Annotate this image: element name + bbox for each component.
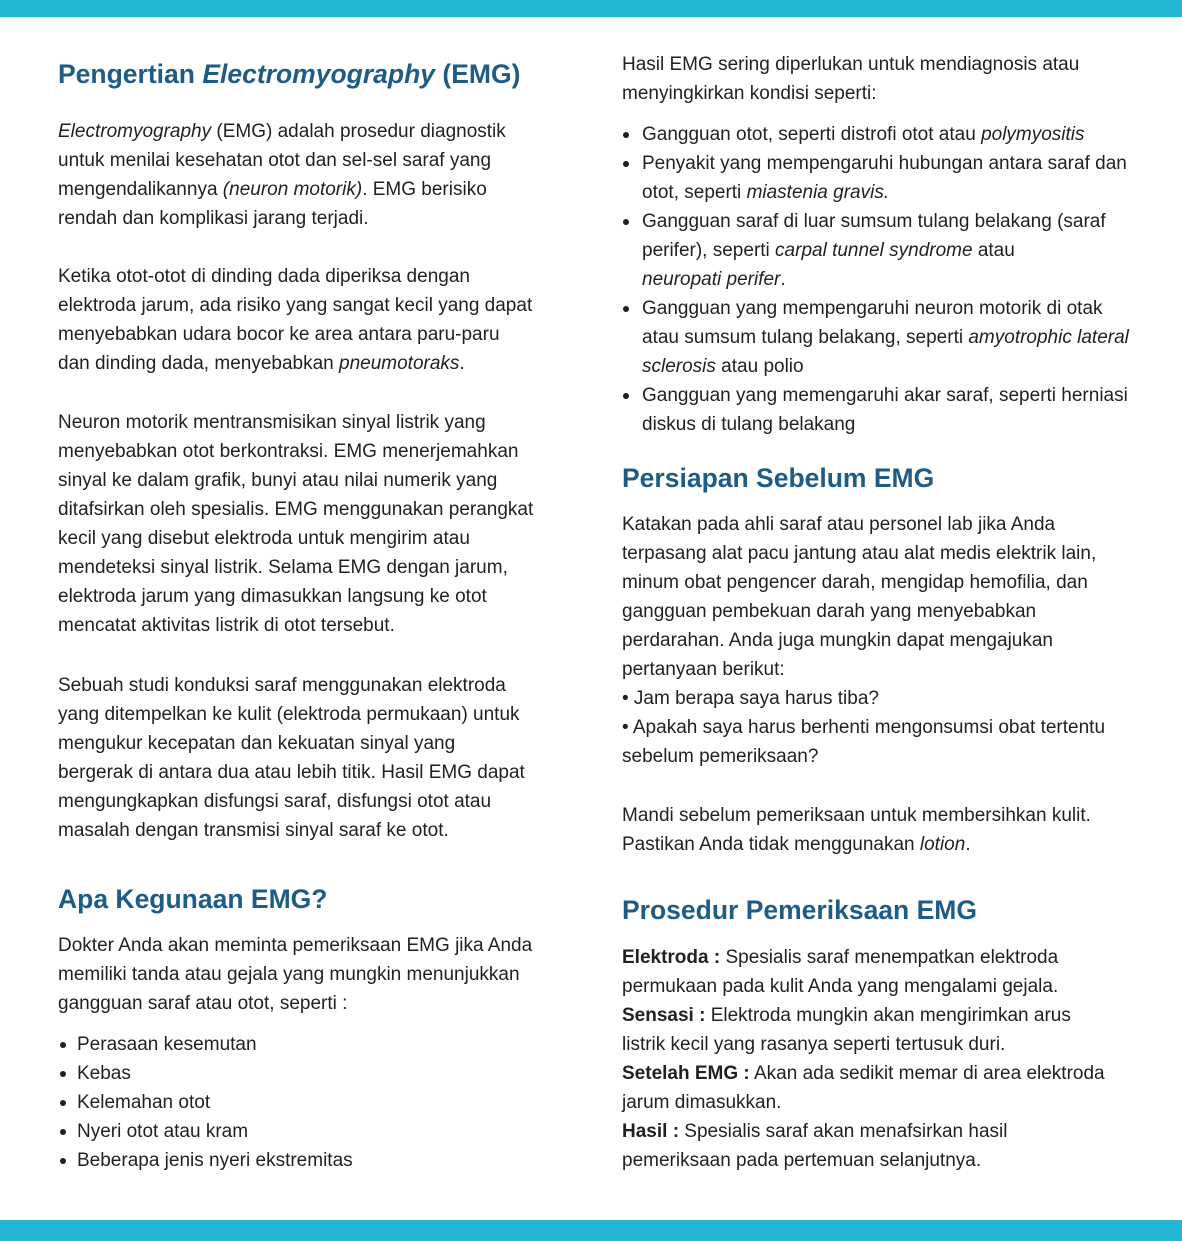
list-item: Nyeri otot atau kram — [58, 1117, 558, 1146]
procedure-step-electrode: Elektroda : Spesialis saraf menempatkan elektroda — [622, 947, 1059, 968]
preparation-question: • Jam berapa saya harus tiba? — [622, 688, 879, 709]
definition-heading — [58, 58, 558, 90]
definition-p3-line: sinyal ke dalam grafik, bunyi atau nilai numerik yang — [58, 470, 498, 491]
list-item: Kebas — [58, 1059, 558, 1088]
list-item: Beberapa jenis nyeri ekstremitas — [58, 1146, 558, 1175]
uses-intro-line: Dokter Anda akan meminta pemeriksaan EMG jika Anda — [58, 935, 533, 956]
definition-heading-pre: Pengertian — [58, 59, 203, 89]
procedure-step-line: listrik kecil yang rasanya seperti tertusuk duri. — [622, 1034, 1006, 1055]
definition-p3-line: mencatat aktivitas listrik di otot tersebut. — [58, 615, 395, 636]
emg-term-italic: Electromyography — [58, 121, 212, 142]
preparation-line: terpasang alat pacu jantung atau alat medis elektrik lain, — [622, 543, 1097, 564]
definition-p3-line: mendeteksi sinyal listrik. Selama EMG dengan jarum, — [58, 557, 508, 578]
definition-p4-line: mengukur kecepatan dan kekuatan sinyal yang — [58, 733, 456, 754]
procedure-step-result: Hasil : Spesialis saraf akan menafsirkan hasil — [622, 1121, 1008, 1142]
definition-heading-post: (EMG) — [435, 59, 521, 89]
uses-intro-line: gangguan saraf atau otot, seperti : — [58, 993, 348, 1014]
procedure-step-line: pemeriksaan pada pertemuan selanjutnya. — [622, 1150, 982, 1171]
definition-p3-line: ditafsirkan oleh spesialis. EMG menggunakan perangkat — [58, 499, 534, 520]
uses-heading: Apa Kegunaan EMG? — [58, 884, 328, 914]
preparation-paragraph-2 — [622, 801, 1162, 859]
preparation-line: perdarahan. Anda juga mungkin dapat mengajukan — [622, 630, 1053, 651]
pneumotoraks-italic: pneumotoraks — [339, 353, 460, 374]
preparation-line: Katakan pada ahli saraf atau personel lab jika Anda — [622, 514, 1056, 535]
preparation-heading-block — [622, 462, 1162, 494]
definition-p2-line: elektroda jarum, ada risiko yang sangat kecil yang dapat — [58, 295, 533, 316]
definition-p1-line: mengendalikannya — [58, 179, 223, 200]
list-item: Penyakit yang mempengaruhi hubungan antara saraf dan otot, seperti miastenia gravis. — [622, 149, 1162, 207]
preparation-line: Pastikan Anda tidak menggunakan — [622, 834, 920, 855]
procedure-steps — [622, 943, 1162, 1175]
definition-heading-block — [58, 58, 558, 90]
definition-p3-line: menyebabkan otot berkontraksi. EMG menerjemahkan — [58, 441, 519, 462]
definition-p1-line: . EMG berisiko — [362, 179, 487, 200]
uses-intro-line: memiliki tanda atau gejala yang mungkin menunjukkan — [58, 964, 520, 985]
definition-p4-line: masalah dengan transmisi sinyal saraf ke otot. — [58, 820, 449, 841]
definition-paragraph-1 — [58, 117, 558, 233]
procedure-heading-block — [622, 894, 1162, 926]
uses-heading-block — [58, 883, 558, 915]
bottom-accent-bar — [0, 1220, 1182, 1241]
preparation-line: minum obat pengencer darah, mengidap hemofilia, dan — [622, 572, 1088, 593]
procedure-step-sensation: Sensasi : Elektroda mungkin akan mengirimkan arus — [622, 1005, 1071, 1026]
procedure-step-line: jarum dimasukkan. — [622, 1092, 782, 1113]
definition-p1-line: untuk menilai kesehatan otot dan sel-sel saraf yang — [58, 150, 492, 171]
definition-p3-line: Neuron motorik mentransmisikan sinyal listrik yang — [58, 412, 486, 433]
definition-p2-line: menyebabkan udara bocor ke area antara paru-paru — [58, 324, 500, 345]
preparation-line: pertanyaan berikut: — [622, 659, 785, 680]
list-item: Gangguan yang memengaruhi akar saraf, seperti herniasi diskus di tulang belakang — [622, 381, 1162, 439]
conditions-intro-line: menyingkirkan kondisi seperti: — [622, 83, 877, 104]
definition-paragraph-2 — [58, 262, 558, 378]
conditions-intro-line: Hasil EMG sering diperlukan untuk mendiagnosis atau — [622, 54, 1080, 75]
definition-p1-line: (EMG) adalah prosedur diagnostik — [211, 121, 506, 142]
preparation-question: • Apakah saya harus berhenti mengonsumsi obat tertentu — [622, 717, 1106, 738]
definition-p3-line: kecil yang disebut elektroda untuk mengirim atau — [58, 528, 470, 549]
definition-heading-italic: Electromyography — [202, 59, 436, 89]
definition-p3-line: elektroda jarum yang dimasukkan langsung ke otot — [58, 586, 487, 607]
lotion-italic: lotion — [919, 834, 966, 855]
top-accent-bar — [0, 0, 1182, 17]
preparation-line: Mandi sebelum pemeriksaan untuk membersihkan kulit. — [622, 805, 1091, 826]
definition-p2-line: dan dinding dada, menyebabkan — [58, 353, 340, 374]
preparation-paragraph-1 — [622, 510, 1162, 771]
conditions-list-block — [622, 120, 1162, 439]
preparation-line: gangguan pembekuan darah yang menyebabkan — [622, 601, 1037, 622]
definition-p4-line: bergerak di antara dua atau lebih titik. Hasil EMG dapat — [58, 762, 525, 783]
list-item: Gangguan saraf di luar sumsum tulang belakang (saraf perifer), seperti carpal tunnel syndrome atau neuropati perifer. — [622, 207, 1162, 294]
preparation-heading: Persiapan Sebelum EMG — [622, 463, 935, 493]
preparation-question: sebelum pemeriksaan? — [622, 746, 819, 767]
symptoms-list-block — [58, 1030, 558, 1175]
preparation-line: . — [965, 834, 971, 855]
uses-intro — [58, 931, 555, 1018]
procedure-step-line: permukaan pada kulit Anda yang mengalami gejala. — [622, 976, 1059, 997]
definition-p2-line: . — [459, 353, 465, 374]
definition-paragraph-3 — [58, 408, 558, 640]
symptoms-list — [58, 1030, 558, 1175]
procedure-step-after: Setelah EMG : Akan ada sedikit memar di area elektroda — [622, 1063, 1105, 1084]
definition-p1-line: rendah dan komplikasi jarang terjadi. — [58, 208, 369, 229]
list-item: Kelemahan otot — [58, 1088, 558, 1117]
list-item: Perasaan kesemutan — [58, 1030, 558, 1059]
neuron-motorik-italic: (neuron motorik) — [222, 179, 363, 200]
conditions-list — [622, 120, 1162, 439]
conditions-intro — [622, 50, 1162, 108]
list-item: Gangguan otot, seperti distrofi otot atau polymyositis — [622, 120, 1162, 149]
definition-p2-line: Ketika otot-otot di dinding dada diperiksa dengan — [58, 266, 470, 287]
definition-p4-line: mengungkapkan disfungsi saraf, disfungsi otot atau — [58, 791, 492, 812]
definition-p4-line: yang ditempelkan ke kulit (elektroda permukaan) untuk — [58, 704, 520, 725]
definition-paragraph-4 — [58, 671, 558, 845]
definition-p4-line: Sebuah studi konduksi saraf menggunakan elektroda — [58, 675, 506, 696]
procedure-heading: Prosedur Pemeriksaan EMG — [622, 895, 977, 925]
list-item: Gangguan yang mempengaruhi neuron motorik di otak atau sumsum tulang belakang, seperti amyotrophic lateral sclerosis atau polio — [622, 294, 1162, 381]
